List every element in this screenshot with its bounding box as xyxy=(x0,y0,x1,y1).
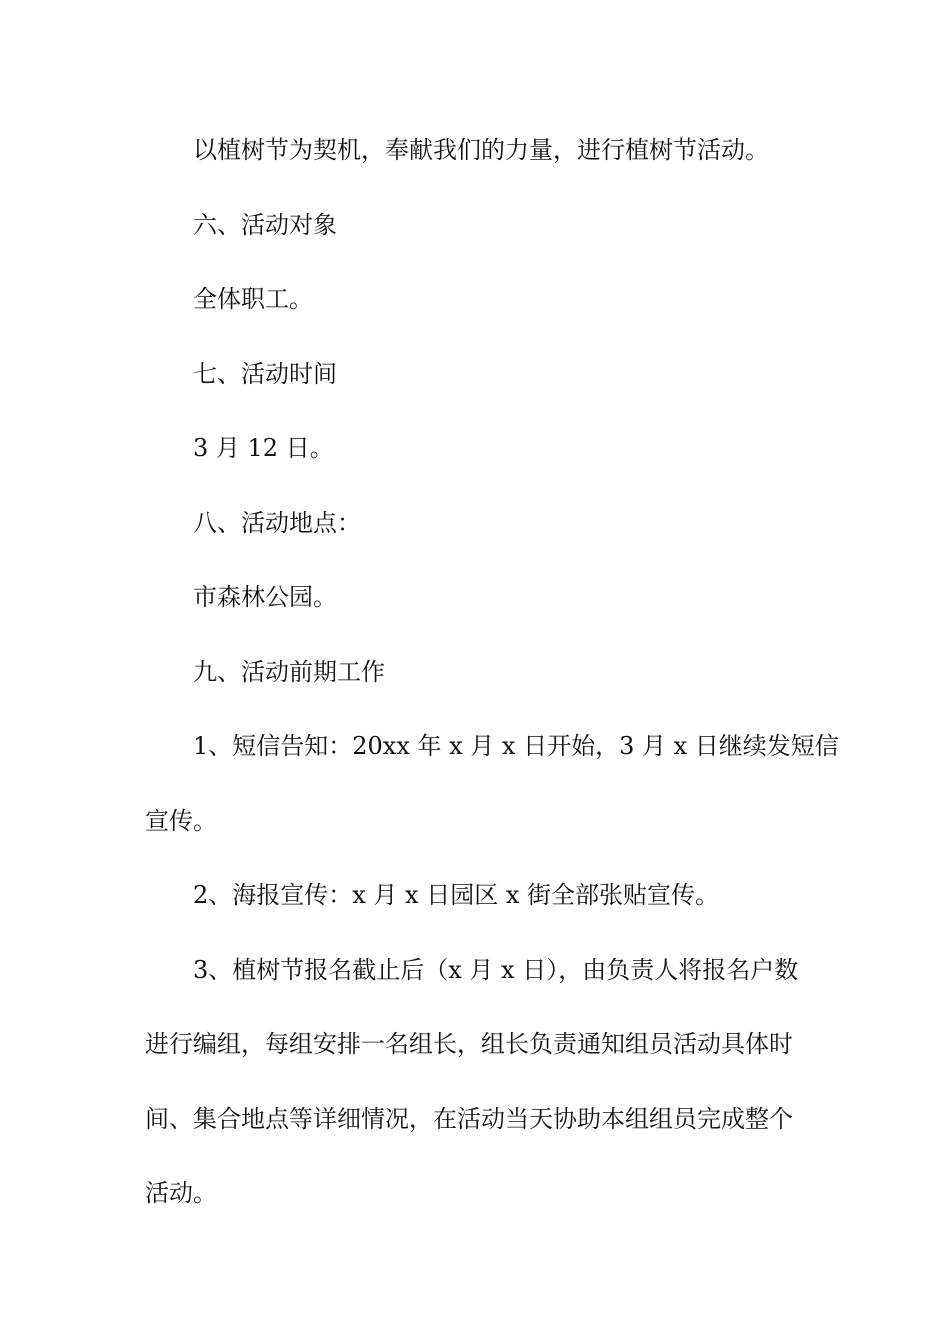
list-item-poster xyxy=(145,858,807,933)
paragraph-line: 3、植树节报名截止后（x 月 x 日），由负责人将报名户数 xyxy=(193,955,799,984)
paragraph-line: 进行编组，每组安排一名组长，组长负责通知组员活动具体时 xyxy=(145,1030,793,1058)
heading-text: 七、活动时间 xyxy=(193,359,337,388)
paragraph-time xyxy=(145,411,807,486)
list-item-sms-notice xyxy=(145,709,839,858)
paragraph-line: 宣传。 xyxy=(145,806,217,835)
paragraph-line: 3 月 12 日。 xyxy=(193,434,334,462)
paragraph-line: 间、集合地点等详细情况，在活动当天协助本组组员完成整个 xyxy=(145,1104,793,1133)
list-item-grouping xyxy=(145,933,807,1231)
heading-text: 九、活动前期工作 xyxy=(193,657,385,686)
paragraph-location xyxy=(145,560,807,635)
section-heading-participants xyxy=(145,188,807,263)
paragraph-line: 以植树节为契机，奉献我们的力量，进行植树节活动。 xyxy=(193,136,769,164)
section-heading-location xyxy=(145,486,807,561)
paragraph-line: 1、短信告知：20xx 年 x 月 x 日开始，3 月 x 日继续发短信 xyxy=(193,732,839,760)
paragraph-line: 市森林公园。 xyxy=(193,583,337,611)
paragraph-line: 活动。 xyxy=(145,1179,217,1207)
section-heading-preparation xyxy=(145,635,807,710)
paragraph-intro xyxy=(145,113,807,188)
paragraph-line: 全体职工。 xyxy=(193,285,313,313)
heading-text: 八、活动地点： xyxy=(193,508,361,537)
section-heading-time xyxy=(145,337,807,412)
paragraph-line: 2、海报宣传：x 月 x 日园区 x 街全部张贴宣传。 xyxy=(193,881,720,909)
document-body xyxy=(145,113,839,1231)
heading-text: 六、活动对象 xyxy=(193,210,337,239)
paragraph-participants xyxy=(145,262,807,337)
